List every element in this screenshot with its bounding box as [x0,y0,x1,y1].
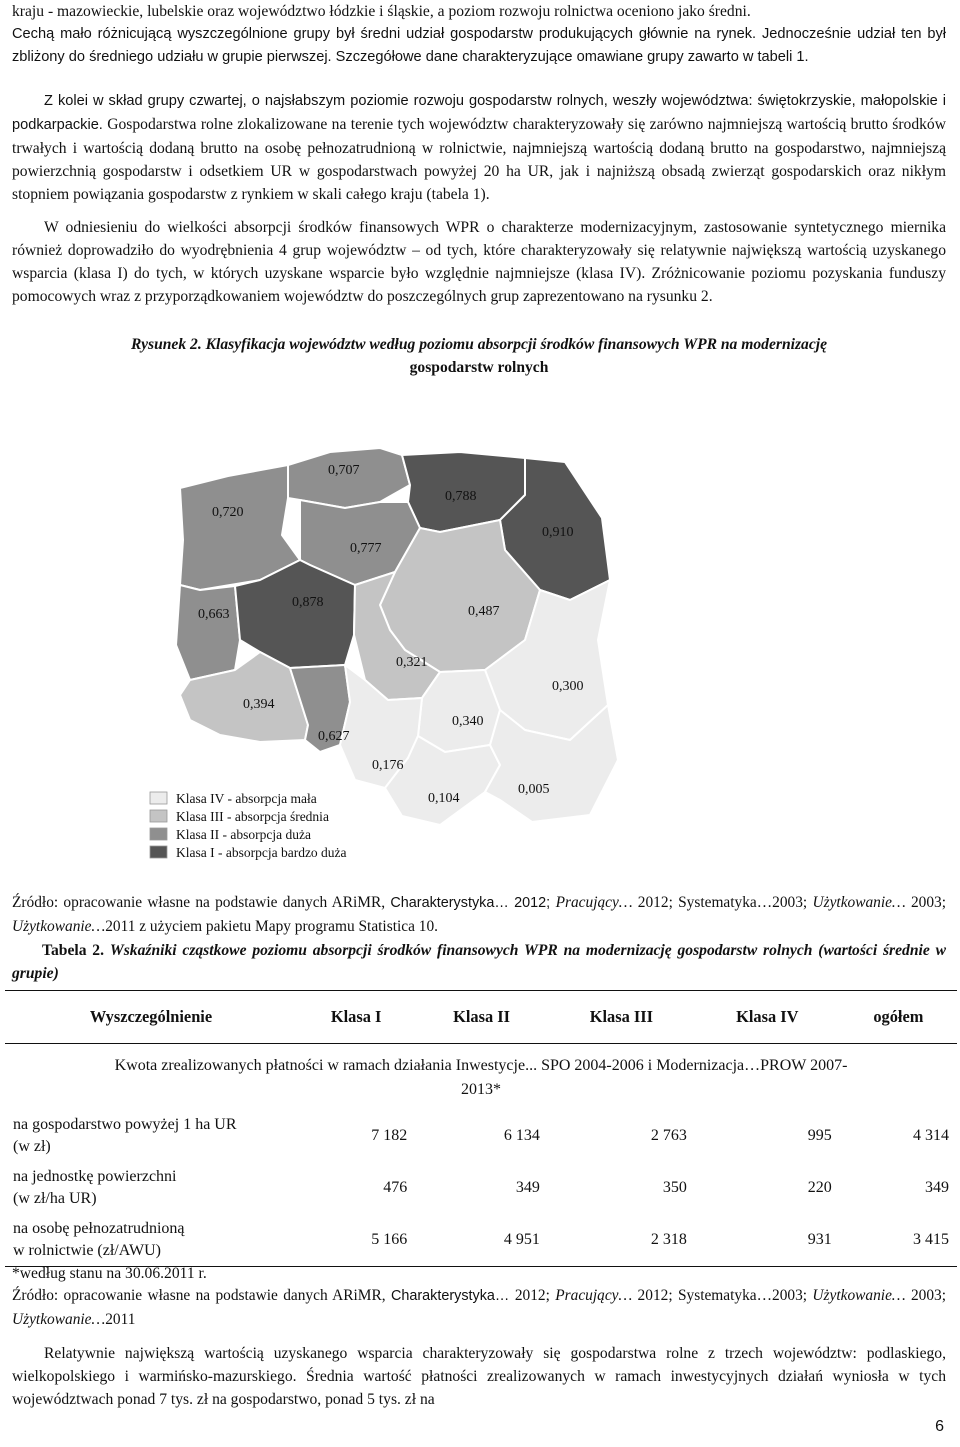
table-source [12,1284,946,1331]
table-header-cell: Klasa I [297,991,415,1044]
source-text: 2003; [910,894,946,911]
legend-label-class1: Klasa I - absorpcja bardzo duża [176,845,347,860]
table-label: Tabela 2. [42,942,105,959]
source-text: Źródło: opracowanie własne na podstawie danych ARiMR, [12,1287,391,1304]
source-text: Pracujący… [555,1287,638,1304]
table-cell: 4 951 [415,1214,548,1267]
source-text: Źródło: opracowanie własne na podstawie danych ARiMR, [12,894,391,911]
paragraph-text: Z kolei w skład grupy czwartej, o najsłabszym poziomie rozwoju gospodarstw rolnych, weszły województwa: świętokrzyskie, małopolskie i podkarpackie. [12,93,946,133]
paragraph-final [12,1342,946,1411]
map-value-zachodniopomorskie: 0,720 [212,505,244,520]
region-lubuskie [176,585,240,680]
table-row [5,1214,957,1267]
table-cell: 5 166 [297,1214,415,1267]
paragraph-text: Relatywnie największą wartością uzyskanego wsparcia charakteryzowały się gospodarstwa rolne z trzech województw: podlaskiego, wielkopolskiego i warmińsko-mazurskiego. Średnia wartość płatności zrealizowanych w ramach inwestycyjnych działań wyniosła w tych województwach ponad 7 tys. zł na gospodarstwo, ponad 5 tys. zł na [12,1345,946,1408]
table-header-cell: Wyszczególnienie [5,991,297,1044]
row-label-line: na osobę pełnozatrudnioną [13,1220,185,1237]
table-title: Wskaźniki cząstkowe poziomu absorpcji środków finansowych WPR na modernizację gospodarstw rolnych [109,942,813,959]
source-text: Charakterystyka… 2012; [390,895,556,911]
table-caption [12,939,946,985]
legend-label-class3: Klasa III - absorpcja średnia [176,809,329,824]
row-label-line: (w zł/ha UR) [13,1190,97,1207]
map-value-warminsko-mazurskie: 0,788 [445,489,477,504]
paragraph-absorption [12,216,946,308]
legend-label-class2: Klasa II - absorpcja duża [176,827,311,842]
map-value-malopolskie: 0,104 [428,791,460,806]
figure-label: Rysunek 2. [130,336,202,353]
source-text: 2011 [105,1311,136,1328]
table-row [5,1110,957,1162]
table-footnote [12,1262,946,1285]
table-cell: 350 [662,1179,687,1196]
map-value-lubelskie: 0,300 [552,679,584,694]
source-text: Użytkowanie… [12,1311,106,1328]
table-header-row [5,991,957,1044]
figure-source [12,891,946,938]
row-label-line: w rolnictwie (zł/AWU) [13,1242,161,1259]
legend-swatch-class4 [150,792,167,804]
paragraph-text: Gospodarstwa rolne zlokalizowane na terenie tych województw charakteryzowały się zarówno najmniejszą wartością brutto środków trwałych i wartością dodaną brutto na osobę pełnozatrudnioną w rolnictwie, najmniejszą wartością dodaną brutto na gospodarstwo, najmniejszą powierzchnią gospodarstw i odsetkiem UR w gospodarstwach powyżej 20 ha UR, jak i najniższą obsadą zwierząt gospodarskich oraz nikłym stopniem powiązania gospodarstw z rynkiem w skali całego kraju (tabela 1). [12,116,946,203]
table-cell: 4 314 [913,1127,949,1144]
source-text: Użytkowanie… [12,918,106,935]
table-row-label [5,1162,297,1214]
source-text: Użytkowanie… [812,894,911,911]
source-text: Pracujący… [555,894,638,911]
source-text: 2011 z użyciem pakietu Mapy programu Statistica 10. [105,918,438,935]
table-2 [5,990,957,1267]
footnote-text: *według stanu na 30.06.2011 r. [12,1265,207,1282]
legend-label-class4: Klasa IV - absorpcja mała [176,791,317,806]
legend-swatch-class3 [150,810,167,822]
map-value-lodzkie: 0,321 [396,655,428,670]
source-text: 2012; Systematyka…2003; [637,1287,813,1304]
table-cell: 2 318 [548,1214,695,1267]
table-title-paren: (wartości średnie w grupie) [12,942,946,982]
region-pomorskie [288,448,410,508]
map-value-opolskie: 0,627 [318,729,350,744]
table-row [5,1162,957,1214]
table-header-cell: Klasa II [415,991,548,1044]
table-row-label [5,1110,297,1162]
table-header-cell: ogółem [840,991,957,1044]
table-cell: 476 [383,1179,408,1196]
table-cell: 6 134 [503,1127,540,1144]
map-value-podkarpackie: 0,005 [518,782,550,797]
source-text: Charakterystyka… [390,1288,515,1304]
map-value-lubuskie: 0,663 [198,607,230,622]
source-text: 2012; [514,1287,556,1304]
figure-title-line2: gospodarstw rolnych [409,359,549,376]
paragraph-group-four [12,89,946,206]
table-cell: 3 415 [840,1214,957,1267]
row-label-line: na jednostkę powierzchni [13,1168,177,1185]
map-legend [150,791,347,860]
table-cell: 7 182 [371,1127,408,1144]
table-cell: 349 [925,1179,949,1196]
map-value-podlaskie: 0,910 [542,525,574,540]
table-row-label [5,1214,297,1267]
paragraph-text: kraju - mazowieckie, lubelskie oraz województwo łódzkie i śląskie, a poziom rozwoju rolnictwa oceniono jako średni. [12,3,751,20]
figure-title: Klasyfikacja województw według poziomu absorpcji środków finansowych WPR na modernizację [205,336,828,353]
legend-swatch-class1 [150,846,167,858]
map-value-dolnoslaskie: 0,394 [243,697,275,712]
table-header-cell: Klasa IV [695,991,840,1044]
source-text: 2012; Systematyka…2003; [637,894,813,911]
paragraph-intro-line [12,0,946,23]
map-value-swietokrzyskie: 0,340 [452,714,484,729]
legend-swatch-class2 [150,828,167,840]
map-value-kujawsko-pomorskie: 0,777 [350,541,382,556]
table-cell: 995 [807,1127,832,1144]
choropleth-map [140,440,760,880]
table-cell: 2 763 [650,1127,687,1144]
paragraph-groups [12,23,946,69]
paragraph-text: W odniesieniu do wielkości absorpcji środków finansowych WPR o charakterze modernizacyjnym, zastosowanie syntetycznego miernika również doprowadziło do wyodrębnienia 4 grup województw – od tych, które charakteryzowały się relatywnie największą wartością uzyskanego wsparcia (klasa I) do tych, w których uzyskane wsparcie było względnie najmniejsze (klasa IV). Zróżnicowanie poziomu pozyskania funduszy pomocowych wraz z przyporządkowaniem województw do poszczególnych grup zaprezentowano na rysunku 2. [12,219,946,305]
source-text: 2003; [910,1287,947,1304]
table-cell: 349 [515,1179,540,1196]
table-group-label: Kwota zrealizowanych płatności w ramach działania Inwestycje... SPO 2004-2006 i Modernizacja…PROW 2007-2013* [5,1044,957,1111]
map-value-mazowieckie: 0,487 [468,604,500,619]
figure-caption [12,333,946,379]
page-number: 6 [935,1418,944,1435]
table-header-cell: Klasa III [548,991,695,1044]
row-label-line: (w zł) [13,1138,51,1155]
map-value-pomorskie: 0,707 [328,463,360,478]
source-text: Użytkowanie… [812,1287,911,1304]
row-label-line: na gospodarstwo powyżej 1 ha UR [13,1116,237,1133]
map-value-slaskie: 0,176 [372,758,404,773]
table-cell: 931 [695,1214,840,1267]
table-group-row [5,1044,957,1111]
table-cell: 220 [807,1179,832,1196]
paragraph-text: Cechą mało różnicującą wyszczególnione grupy był średni udział gospodarstw produkujących głównie na rynek. Jednocześnie udział ten był zbliżony do średniego udziału w grupie pierwszej. Szczegółowe dane charakteryzujące omawiane grupy zawarto w tabeli 1. [12,26,946,65]
map-value-wielkopolskie: 0,878 [292,595,324,610]
